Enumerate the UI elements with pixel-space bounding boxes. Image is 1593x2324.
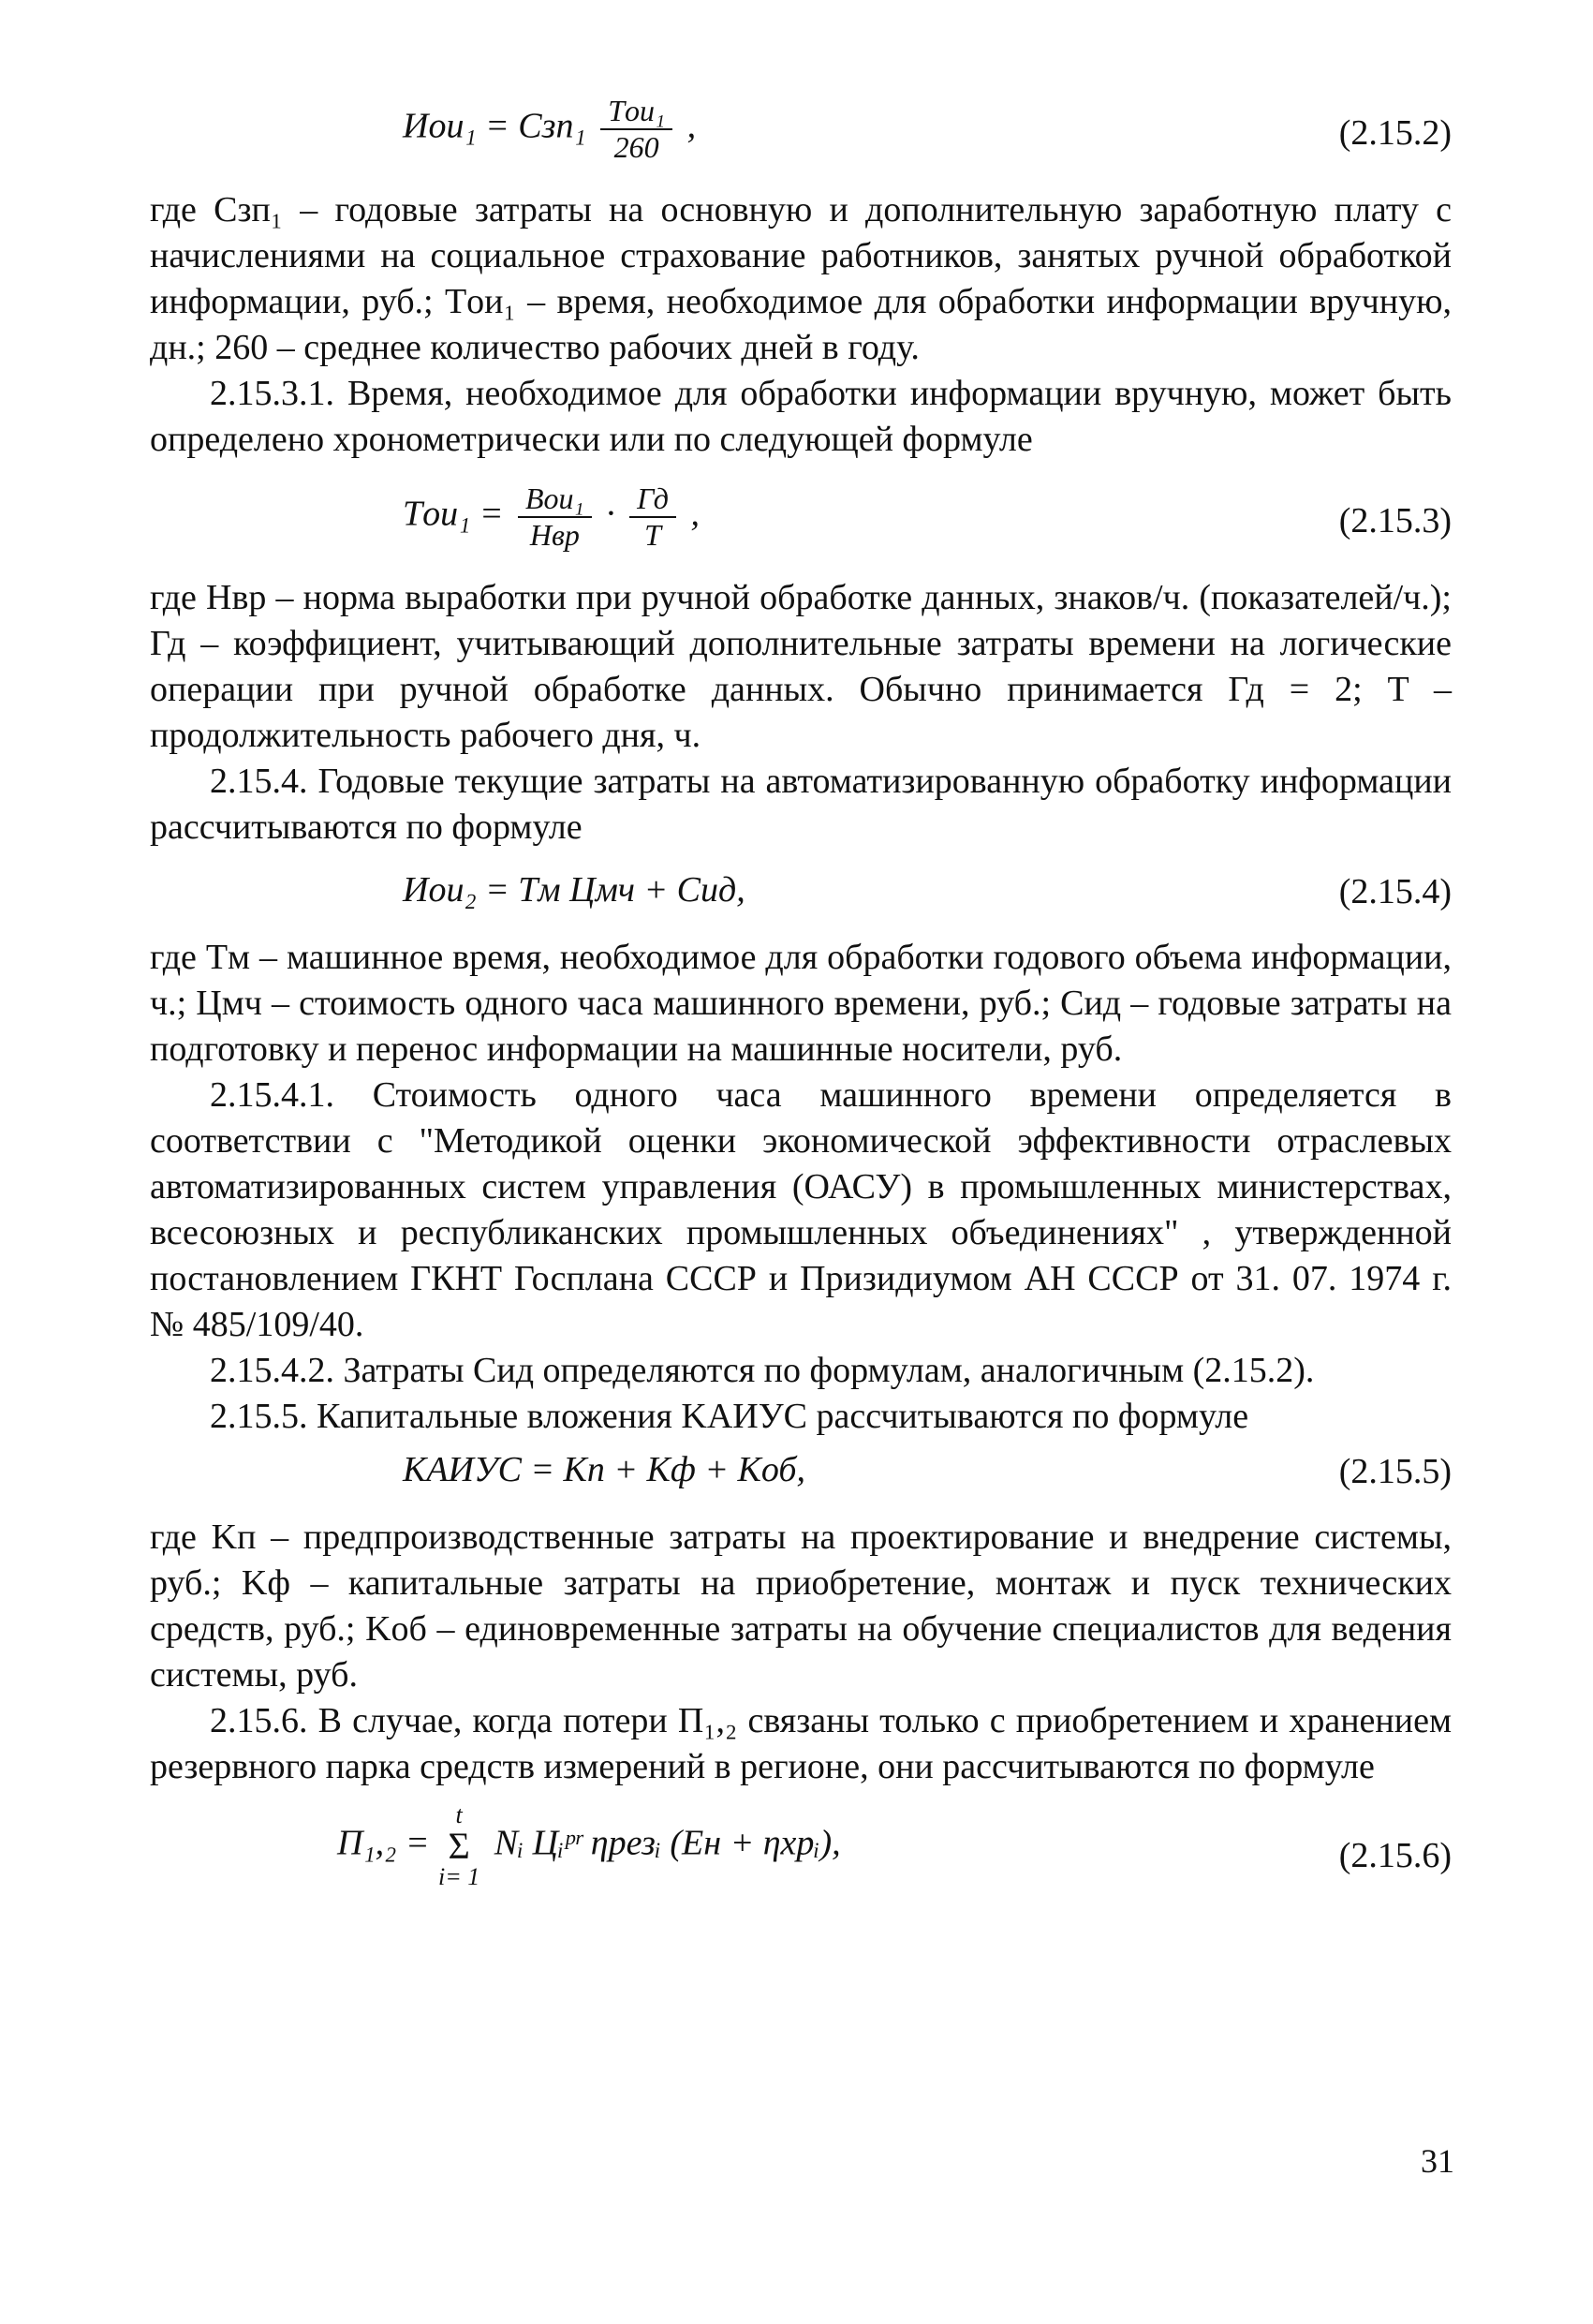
sum-symbol: t Σ i= 1 <box>438 1801 480 1890</box>
formula-2-15-3: Tои₁ = $\frac{\text{Bои₁}}{\text{Hвр}}$ · $\frac{Гд}{T}$ , (2.15.3) <box>403 481 1452 552</box>
paragraph: 2.15.5. Капитальные вложения KАИУС рассчитываются по формуле <box>210 1397 1249 1436</box>
formula-number: (2.15.5) <box>1338 1452 1452 1491</box>
paragraph: 2.15.4. Годовые текущие затраты на автоматизированную обработку информации рассчитываются по формуле <box>150 762 1452 847</box>
paragraph: 2.15.6. В случае, когда потери П₁,₂ связаны только с приобретением и хранением резервного парка средств измерений в регионе, они рассчитываются по формуле <box>150 1701 1452 1786</box>
paragraph: где Hвр – норма выработки при ручной обработке данных, знаков/ч. (показателей/ч.); Гд – коэффициент, учитывающий дополнительные затраты времени на логические операции при ручной обработке данных. Обычно принимается Гд = 2; T – продолжительность рабочего дня, ч. <box>150 578 1452 755</box>
paragraph: 2.15.3.1. Время, необходимое для обработки информации вручную, может быть определено хронометрически или по следующей формуле <box>150 374 1452 459</box>
formula-2-15-2: Иои₁ = Cзп₁ $\frac{\text{Tои₁}}{260}$ , (2.15.2) <box>403 94 1452 164</box>
paragraph: где Kп – предпроизводственные затраты на проектирование и внедрение системы, руб.; Kф – капитальные затраты на приобретение, монтаж и пуск технических средств, руб.; Kоб – единовременные затраты на обучение специалистов для ведения системы, руб. <box>150 1517 1452 1695</box>
paragraph: где Tм – машинное время, необходимое для обработки годового объема информации, ч.; Цмч – стоимость одного часа машинного времени, руб.; Cид – годовые затраты на подготовку и перенос информации на машинные носители, руб. <box>150 938 1452 1069</box>
paragraph: 2.15.4.2. Затраты Cид определяются по формулам, аналогичным (2.15.2). <box>210 1351 1315 1390</box>
document-page <box>150 75 1452 1912</box>
formula-number: (2.15.6) <box>1338 1836 1452 1875</box>
formula-2-15-5: KАИУС = Kп + Kф + Kоб, (2.15.5) <box>403 1450 1452 1491</box>
formula-number: (2.15.2) <box>1338 113 1452 153</box>
page-number: 31 <box>1421 2142 1454 2180</box>
formula-2-15-6: П₁,₂ = t Σ i= 1 Nᵢ Цᵢᵖʳ ηрезᵢ (Eн + ηхрᵢ), (2.15.6) <box>337 1801 1452 1890</box>
formula-number: (2.15.3) <box>1338 501 1452 540</box>
paragraph: где Cзп₁ – годовые затраты на основную и дополнительную заработную плату с начислениями на социальное страхование работников, занятых ручной обработкой информации, руб.; Tои₁ – время, необходимое для обработки информации вручную, дн.; 260 – среднее количество рабочих дней в году. <box>150 190 1452 367</box>
fraction: $\frac{Гд}{T}$ <box>629 481 676 553</box>
formula-lhs: Иои₁ = Cзп₁ <box>403 106 586 146</box>
fraction: $\frac{\text{Tои₁}}{260}$ <box>600 94 672 165</box>
fraction: $\frac{\text{Bои₁}}{\text{Hвр}}$ <box>518 481 592 553</box>
paragraph: 2.15.4.1. Стоимость одного часа машинного времени определяется в соответствии с "Методикой оценки экономической эффективности отраслевых автоматизированных систем управления (ОАСУ) в промышленных министерствах, всесоюзных и республиканских промышленных объединениях" , утвержденной постановлением ГКНТ Госплана СССР и Призидиумом АН СССР от 31. 07. 1974 г. № 485/109/40. <box>150 1075 1452 1344</box>
formula-number: (2.15.4) <box>1338 872 1452 911</box>
formula-2-15-4: Иои₂ = Tм Цмч + Cид, (2.15.4) <box>403 870 1452 911</box>
